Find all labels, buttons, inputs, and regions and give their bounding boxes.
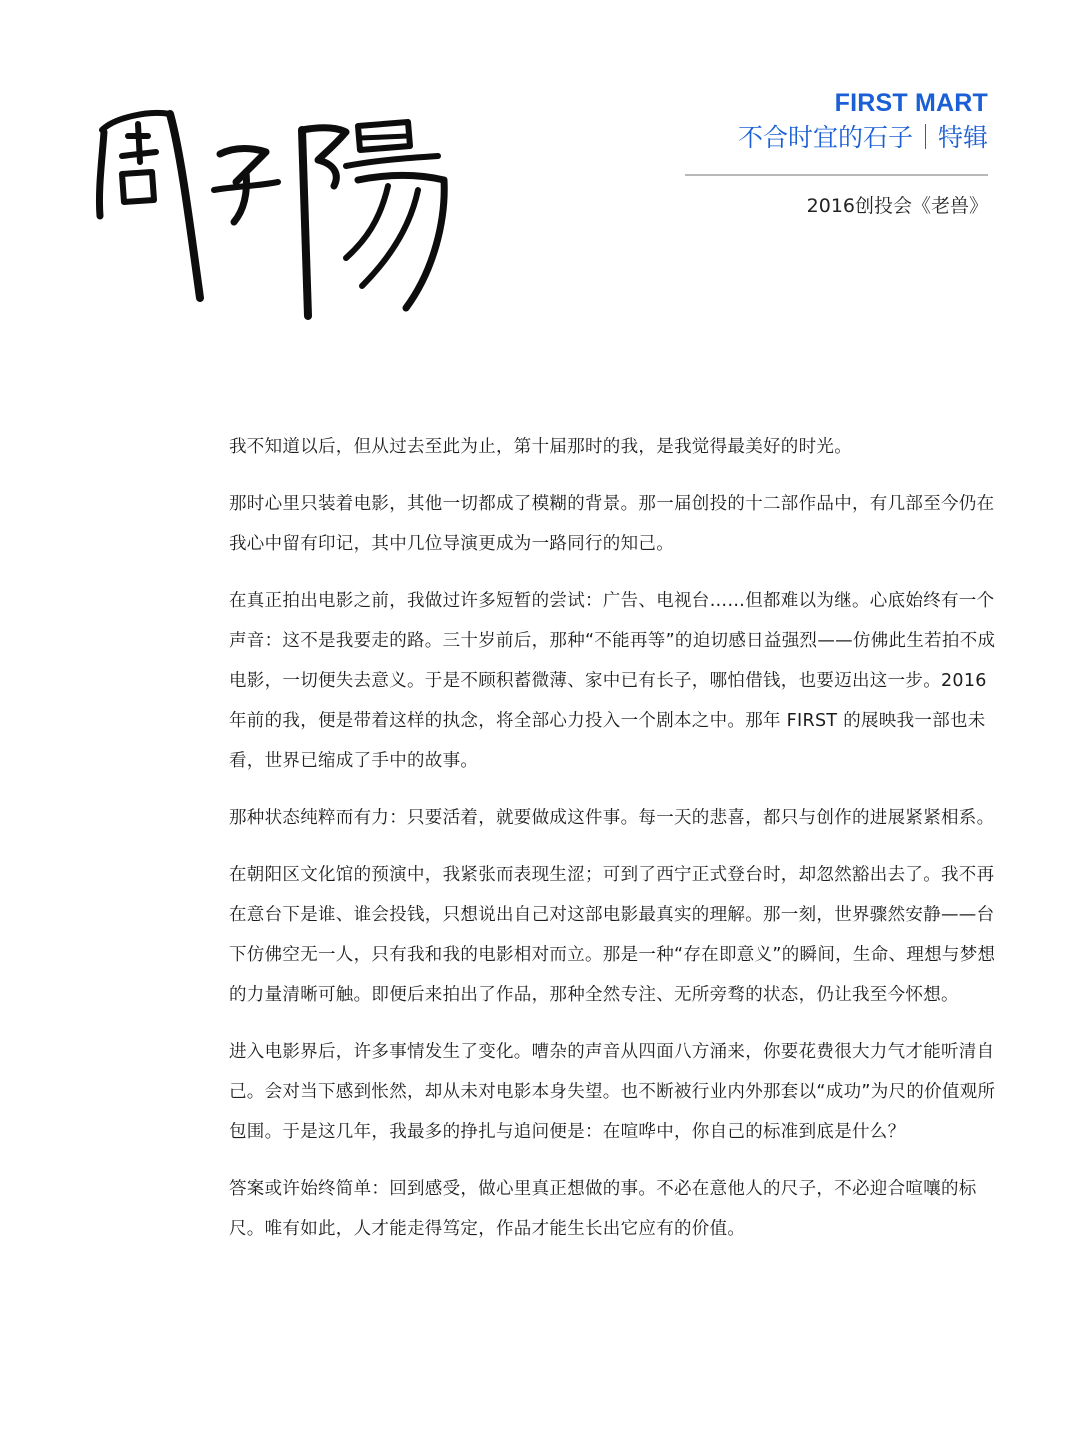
- paragraph-4: 那种状态纯粹而有力：只要活着，就要做成这件事。每一天的悲喜，都只与创作的进展紧紧相系。: [229, 808, 995, 828]
- header-divider: [685, 174, 988, 176]
- project-label: 2016创投会《老兽》: [806, 195, 988, 217]
- paragraph-3: 在真正拍出电影之前，我做过许多短暂的尝试：广告、电视台……但都难以为继。心底始终有一个声音：这不是我要走的路。三十岁前后，那种“不能再等”的迫切感日益强烈——仿佛此生若拍不成电影，一切便失去意义。于是不顾积蓄微薄、家中已有长子，哪怕借钱，也要迈出这一步。2016 年前的我，便是带着这样的执念，将全部心力投入一个剧本之中。那年 FIRST 的展映我一部也未看，世界已缩成了手中的故事。: [229, 591, 996, 771]
- series-subtitle: 不合时宜的石子｜特辑: [737, 123, 988, 152]
- paragraph-1: 我不知道以后，但从过去至此为止，第十届那时的我，是我觉得最美好的时光。: [229, 437, 852, 457]
- handwritten-signature: [88, 90, 458, 320]
- article-body: [229, 427, 999, 1266]
- paragraph-6: 进入电影界后，许多事情发生了变化。嘈杂的声音从四面八方涌来，你要花费很大力气才能听清自己。会对当下感到怅然，却从未对电影本身失望。也不断被行业内外那套以“成功”为尺的价值观所包围。于是这几年，我最多的挣扎与追问便是：在喧哗中，你自己的标准到底是什么？: [229, 1042, 996, 1142]
- brand-title: FIRST MART: [834, 89, 988, 117]
- paragraph-7: 答案或许始终简单：回到感受，做心里真正想做的事。不必在意他人的尺子，不必迎合喧嚷的标尺。唯有如此，人才能走得笃定，作品才能生长出它应有的价值。: [229, 1179, 977, 1239]
- paragraph-2: 那时心里只装着电影，其他一切都成了模糊的背景。那一届创投的十二部作品中，有几部至今仍在我心中留有印记，其中几位导演更成为一路同行的知己。: [229, 494, 995, 554]
- paragraph-5: 在朝阳区文化馆的预演中，我紧张而表现生涩；可到了西宁正式登台时，却忽然豁出去了。我不再在意台下是谁、谁会投钱，只想说出自己对这部电影最真实的理解。那一刻，世界骤然安静——台下仿佛空无一人，只有我和我的电影相对而立。那是一种“存在即意义”的瞬间，生命、理想与梦想的力量清晰可触。即便后来拍出了作品，那种全然专注、无所旁骛的状态，仍让我至今怀想。: [229, 865, 996, 1005]
- header: [668, 88, 988, 156]
